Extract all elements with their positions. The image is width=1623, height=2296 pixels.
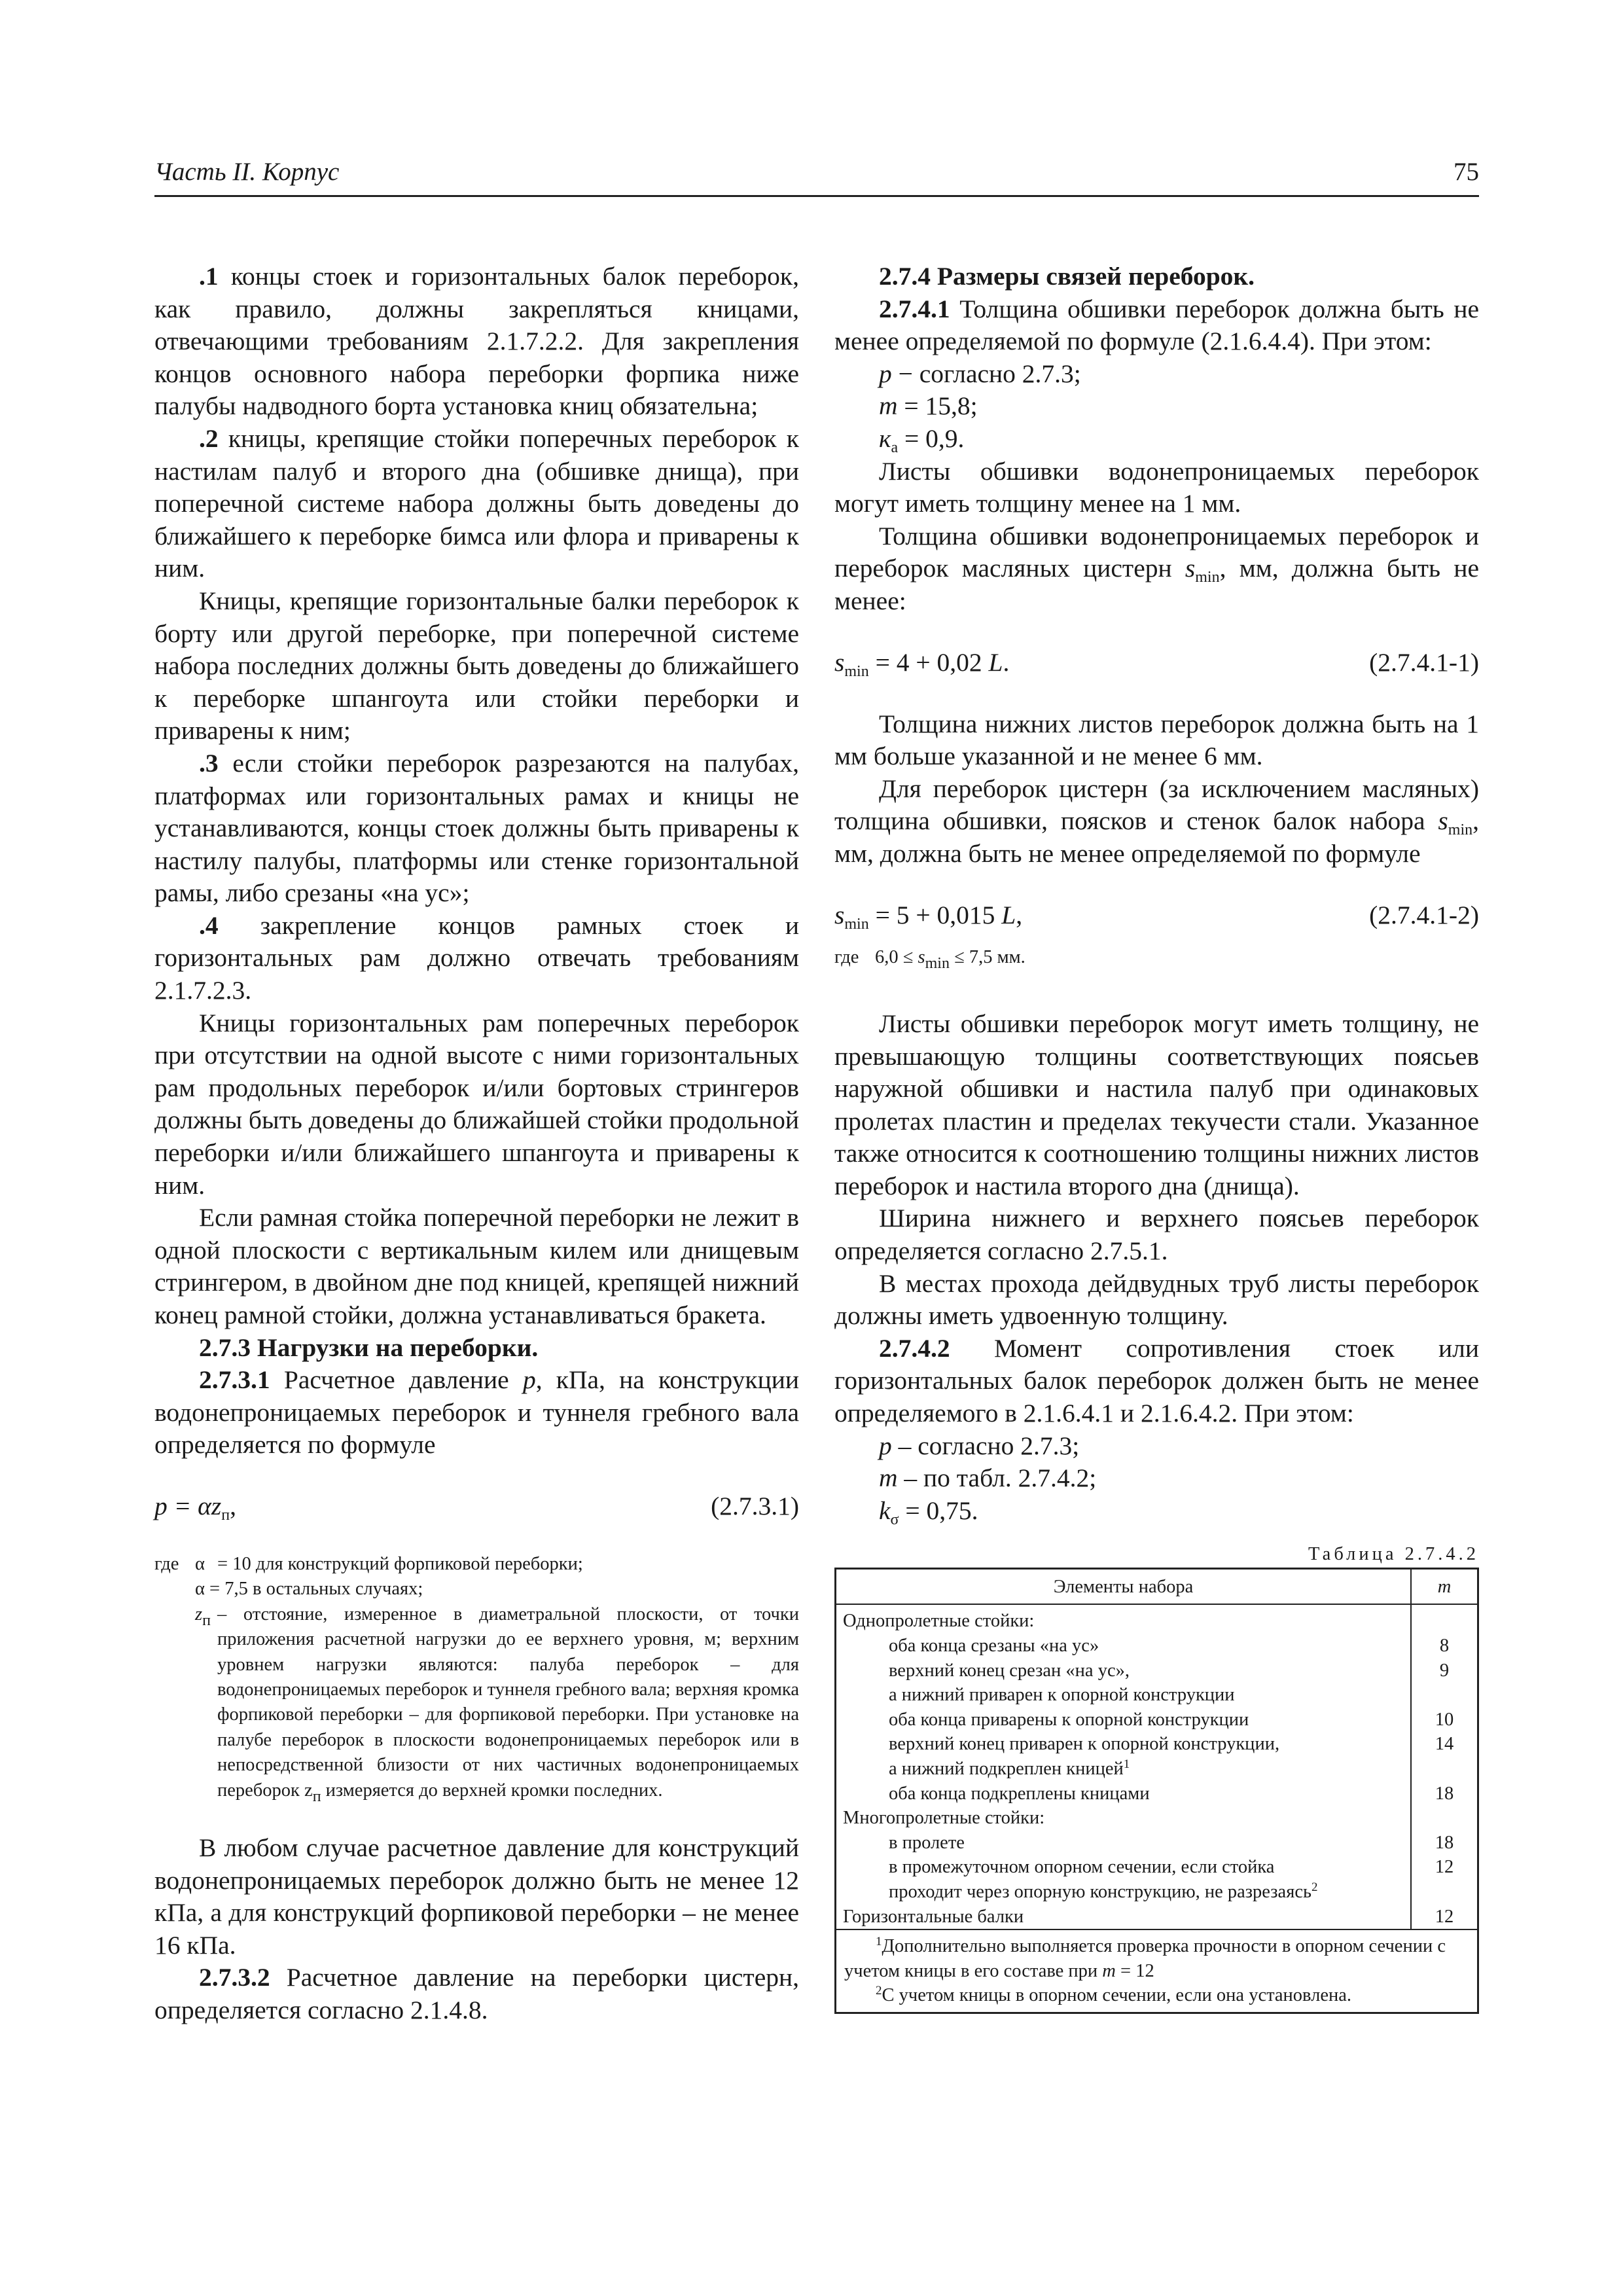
subscript: min — [1195, 569, 1220, 586]
legend-text — [217, 1602, 799, 1803]
legend-text-body: 6,0 ≤ — [875, 946, 918, 967]
row-value: 14 — [1435, 1734, 1454, 1755]
where-label: где — [834, 946, 859, 967]
column-header: Элементы набора — [836, 1569, 1412, 1605]
formula-text: = 5 + 0,015 — [868, 900, 1002, 929]
formula-2-7-3-1 — [154, 1490, 799, 1523]
footnote-mark: 2 — [876, 1984, 882, 1998]
paragraph: Листы обшивки водонепроницаемых переборок могут иметь толщину менее на 1 мм. — [834, 456, 1479, 518]
paragraph-text: закрепление концов рамных стоек и горизонтальных рам должно отвечать требованиям 2.1.7.2.3. — [154, 910, 799, 1005]
clause-number: 2.7.3.1 — [199, 1365, 270, 1395]
legend-text: α = 7,5 в остальных случаях; — [195, 1579, 423, 1600]
item-number: .4 — [199, 910, 219, 940]
row-value — [1411, 1683, 1478, 1708]
table-row — [836, 1604, 1478, 1634]
paragraph — [154, 1962, 799, 2026]
table-row — [836, 1683, 1478, 1708]
paragraph — [154, 1364, 799, 1462]
row-label-text: верхний конец срезан «на ус», — [889, 1660, 1130, 1681]
paragraph: Толщина нижних листов переборок должна быть на 1 мм больше указанной и не менее 6 мм. — [834, 709, 1479, 771]
paragraph-text: Расчетное давление — [270, 1365, 523, 1395]
paragraph-text: концы стоек и горизонтальных балок переборок, как правило, должны закрепляться кницами, отвечающими требованиям 2.1.7.2.2. Для закрепления концов основного набора переборки форпика ниже палубы надводного борта установка книц обязательна; — [154, 262, 799, 421]
item-number: .2 — [199, 423, 219, 453]
row-value: 8 — [1439, 1636, 1450, 1656]
table-footnote — [844, 1983, 1469, 2008]
clause-number: 2.7.4.1 — [879, 294, 950, 323]
subscript: п — [312, 1787, 321, 1805]
symbol: s — [918, 946, 925, 967]
symbol: p — [879, 359, 892, 388]
formula-expression — [834, 899, 1022, 932]
row-label-text: оба конца подкреплены кницами — [889, 1783, 1150, 1804]
row-label-text: оба конца срезаны «на ус» — [889, 1636, 1099, 1656]
running-header — [154, 157, 1479, 197]
paragraph-text: Толщина обшивки водонепроницаемых переборок и переборок масляных цистерн — [834, 521, 1479, 583]
paragraph — [154, 910, 799, 1007]
param-item — [834, 1462, 1479, 1495]
footnote-mark: 1 — [876, 1935, 882, 1949]
row-label — [836, 1604, 1412, 1634]
param-item — [834, 1495, 1479, 1528]
subscript: min — [844, 915, 869, 933]
param-item — [834, 358, 1479, 391]
row-value — [1411, 1757, 1478, 1782]
row-value — [1411, 1806, 1478, 1831]
symbol: k — [879, 1496, 891, 1525]
row-label-text: в пролете — [889, 1832, 965, 1853]
table-footnote — [844, 1934, 1469, 1983]
paragraph-text: Толщина обшивки переборок должна быть не менее определяемой по формуле (2.1.6.4.4). При этом: — [834, 294, 1479, 356]
param-text: – согласно 2.7.3; — [891, 1431, 1080, 1460]
footnote-text: Дополнительно выполняется проверка прочности в опорном сечении с учетом кницы в его составе при — [844, 1936, 1446, 1981]
table-notes-row — [836, 1929, 1478, 2013]
param-item — [834, 423, 1479, 456]
table-header-row — [836, 1569, 1478, 1605]
row-label — [836, 1782, 1412, 1806]
clause-number: 2.7.3.2 — [199, 1963, 270, 1992]
row-label — [836, 1831, 1412, 1856]
paragraph — [834, 1333, 1479, 1430]
row-label — [836, 1634, 1412, 1659]
paragraph-text: Для переборок цистерн (за исключением масляных) толщина обшивки, поясков и стенок балок набора — [834, 774, 1479, 836]
row-label-text: верхний конец приварен к опорной конструкции, — [889, 1734, 1280, 1755]
symbol: L — [988, 647, 1003, 677]
symbol: s — [834, 900, 845, 929]
subscript: min — [1448, 821, 1473, 839]
row-label — [836, 1708, 1412, 1732]
item-number: .3 — [199, 748, 219, 778]
table-row — [836, 1880, 1478, 1905]
subscript: min — [925, 954, 950, 972]
formula-2-7-4-1-2 — [834, 899, 1479, 932]
row-label — [836, 1855, 1412, 1880]
subscript: min — [844, 662, 869, 680]
paragraph-text: если стойки переборок разрезаются на палубах, платформах или горизонтальных рамах и кницы не устанавливаются, концы стоек должны быть приварены к настилу палубы, платформы или стенке горизонтальной рамы, либо срезаны «на ус»; — [154, 748, 799, 908]
param-item — [834, 1430, 1479, 1463]
row-label-text: а нижний приварен к опорной конструкции — [889, 1685, 1235, 1706]
param-item — [834, 390, 1479, 423]
paragraph — [834, 520, 1479, 618]
section-heading-2-7-3: 2.7.3 Нагрузки на переборки. — [199, 1333, 539, 1362]
formula-2-7-4-1-1 — [834, 647, 1479, 679]
table-row — [836, 1806, 1478, 1831]
table-row — [836, 1732, 1478, 1757]
legend-row — [154, 1552, 799, 1577]
formula-expression — [154, 1490, 236, 1523]
formula-text: p = αz — [154, 1491, 222, 1520]
where-label: где — [154, 1553, 179, 1574]
row-value — [1411, 1604, 1478, 1634]
param-text: = 0,75. — [899, 1496, 978, 1525]
table-row — [836, 1659, 1478, 1683]
paragraph: Если рамная стойка поперечной переборки не лежит в одной плоскости с вертикальным килем или днищевым стрингером, в двойном дне под кницей, крепящей нижний конец рамной стойки, должна устанавливаться бракета. — [154, 1203, 799, 1329]
subscript: a — [891, 439, 899, 456]
paragraph-text: , мм, должна быть не менее: — [834, 554, 1479, 615]
members-table — [834, 1568, 1479, 2014]
symbol: m — [879, 391, 898, 421]
table-row — [836, 1905, 1478, 1930]
legend-text-end: измеряется до верхней кромки последних. — [321, 1780, 663, 1801]
paragraph: Листы обшивки переборок могут иметь толщину, не превышающую толщины соответствующих поясьев наружной обшивки и настила палуб при одинаковых пролетах пластин и пределах текучести стали. Указанное также относится к соотношению толщины нижних листов переборок и настила второго дна (днища). — [834, 1009, 1479, 1200]
param-text: = 15,8; — [897, 391, 978, 421]
legend-row — [154, 1602, 799, 1803]
formula-tail: , — [230, 1491, 236, 1520]
param-text: = 0,9. — [898, 423, 965, 453]
param-text: – по табл. 2.7.4.2; — [897, 1463, 1097, 1493]
subscript: п — [202, 1611, 211, 1629]
paragraph-text: кницы, крепящие стойки поперечных переборок к настилам палуб и второго дна (обшивке днища), при поперечной системе набора должны быть доведены до ближайшего к переборке бимса или флора и приварены к ним. — [154, 423, 799, 583]
footnote-mark: 2 — [1311, 1880, 1318, 1894]
formula-expression — [834, 647, 1009, 679]
row-value: 18 — [1435, 1832, 1454, 1853]
formula-number: (2.7.4.1-2) — [1369, 900, 1479, 929]
formula-tail: . — [1003, 647, 1010, 677]
row-value: 12 — [1435, 1857, 1454, 1878]
row-label — [836, 1683, 1412, 1708]
table-caption: Таблица 2.7.4.2 — [1308, 1544, 1479, 1565]
symbol: z — [195, 1604, 203, 1624]
row-label-text: оба конца приварены к опорной конструкции — [889, 1709, 1249, 1730]
column-header — [1411, 1569, 1478, 1605]
legend-symbol: α — [195, 1553, 205, 1574]
row-value: 10 — [1435, 1709, 1454, 1730]
legend-text-body: – отстояние, измеренное в диаметральной плоскости, от точки приложения расчетной нагрузки до ее верхнего уровня, м; верхним уровнем нагрузки являются: палуба переборок – для водонепроницаемых переборок и туннеля гребного вала; верхняя кромка форпиковой переборки – для форпиковой переборки. При установке на палубе переборок в плоскости водонепроницаемых переборок или в непосредственной близости от них частичных водонепроницаемых переборок z — [217, 1604, 799, 1801]
row-label — [836, 1905, 1412, 1930]
footnote-text: = 12 — [1115, 1960, 1154, 1981]
symbol: m — [879, 1463, 898, 1493]
legend-symbol — [195, 1602, 217, 1803]
symbol: m — [1102, 1960, 1116, 1981]
right-column — [834, 260, 1479, 2014]
symbol: p — [522, 1365, 536, 1395]
row-label-text: а нижний подкреплен кницей — [889, 1758, 1124, 1779]
paragraph — [834, 773, 1479, 870]
row-label-text: Горизонтальные балки — [843, 1906, 1024, 1927]
paragraph — [154, 747, 799, 910]
legend-row — [834, 945, 1479, 970]
table-row — [836, 1855, 1478, 1880]
paragraph-text: , кПа, на конструкции водонепроницаемых переборок и туннеля гребного вала определяется по формуле — [154, 1365, 799, 1460]
row-label — [836, 1757, 1412, 1782]
table-body — [836, 1604, 1478, 1929]
formula-legend — [154, 1552, 799, 1803]
table-notes — [836, 1929, 1478, 2013]
row-label-text: Однопролетные стойки: — [843, 1611, 1035, 1632]
section-heading-2-7-4: 2.7.4 Размеры связей переборок. — [879, 262, 1255, 291]
legend-text: = 10 для конструкций форпиковой переборки; — [217, 1553, 583, 1574]
symbol: s — [1185, 554, 1196, 583]
paragraph: Кницы горизонтальных рам поперечных переборок при отсутствии на одной высоте с ними горизонтальных рам продольных переборок и/или бортовых стрингеров должны быть доведены до ближайшей стойки продольной переборки и/или ближайшего шпангоута и приварены к ним. — [154, 1008, 799, 1200]
subscript: σ — [890, 1511, 899, 1528]
part-title: Часть II. Корпус — [154, 158, 340, 186]
paragraph — [834, 293, 1479, 358]
footnote-text: С учетом кницы в опорном сечении, если она установлена. — [882, 1985, 1352, 2006]
row-label-text: Многопролетные стойки: — [843, 1808, 1045, 1829]
row-label — [836, 1732, 1412, 1757]
row-value: 9 — [1439, 1660, 1450, 1681]
table-row — [836, 1757, 1478, 1782]
symbol: s — [1438, 806, 1448, 836]
left-column — [154, 260, 799, 2027]
paragraph: Кницы, крепящие горизонтальные балки переборок к борту или другой переборке, при поперечной системе набора последних должны быть доведены до ближайшего к переборке шпангоута или стойки переборки и приварены к ним; — [154, 586, 799, 745]
symbol: m — [1437, 1576, 1452, 1597]
paragraph: Ширина нижнего и верхнего поясьев переборок определяется согласно 2.7.5.1. — [834, 1204, 1479, 1266]
symbol: L — [1001, 900, 1016, 929]
row-label — [836, 1806, 1412, 1831]
formula-tail: , — [1016, 900, 1023, 929]
symbol: p — [879, 1431, 892, 1460]
paragraph: В местах прохода дейдвудных труб листы переборок должны иметь удвоенную толщину. — [834, 1268, 1479, 1331]
paragraph: В любом случае расчетное давление для конструкций водонепроницаемых переборок должно быть не менее 12 кПа, а для конструкций форпиковой переборки – не менее 16 кПа. — [154, 1833, 799, 1960]
formula-text: = 4 + 0,02 — [868, 647, 989, 677]
footnote-mark: 1 — [1123, 1757, 1130, 1771]
formula-number: (2.7.3.1) — [711, 1491, 799, 1520]
symbol: s — [834, 647, 845, 677]
row-value — [1411, 1880, 1478, 1905]
row-label-text: проходит через опорную конструкцию, не разрезаясь — [889, 1881, 1311, 1902]
subscript: п — [221, 1506, 230, 1524]
row-value: 18 — [1435, 1783, 1454, 1804]
row-label — [836, 1659, 1412, 1683]
row-label-text: в промежуточном опорном сечении, если стойка — [889, 1857, 1275, 1878]
paragraph-text: Момент сопротивления стоек или горизонтальных балок переборок должен быть не менее определяемого в 2.1.6.4.1 и 2.1.6.4.2. При этом: — [834, 1333, 1479, 1428]
legend-text — [875, 945, 1479, 970]
row-label — [836, 1880, 1412, 1905]
formula-number: (2.7.4.1-1) — [1369, 647, 1479, 677]
legend-row — [154, 1577, 799, 1602]
paragraph-text: , мм, должна быть не менее определяемой по формуле — [834, 806, 1479, 868]
param-text: − согласно 2.7.3; — [891, 359, 1081, 388]
paragraph-text: Расчетное давление на переборки цистерн, определяется согласно 2.1.4.8. — [154, 1963, 799, 2024]
formula-legend — [834, 945, 1479, 970]
row-value: 12 — [1435, 1906, 1454, 1927]
legend-text-end: ≤ 7,5 мм. — [949, 946, 1026, 967]
table-row — [836, 1782, 1478, 1806]
item-number: .1 — [199, 262, 219, 291]
symbol: к — [879, 423, 891, 453]
paragraph — [154, 423, 799, 585]
table-row — [836, 1831, 1478, 1856]
paragraph — [154, 260, 799, 423]
clause-number: 2.7.4.2 — [879, 1333, 950, 1363]
page-number: 75 — [1454, 158, 1479, 186]
table-row — [836, 1634, 1478, 1659]
table-row — [836, 1708, 1478, 1732]
